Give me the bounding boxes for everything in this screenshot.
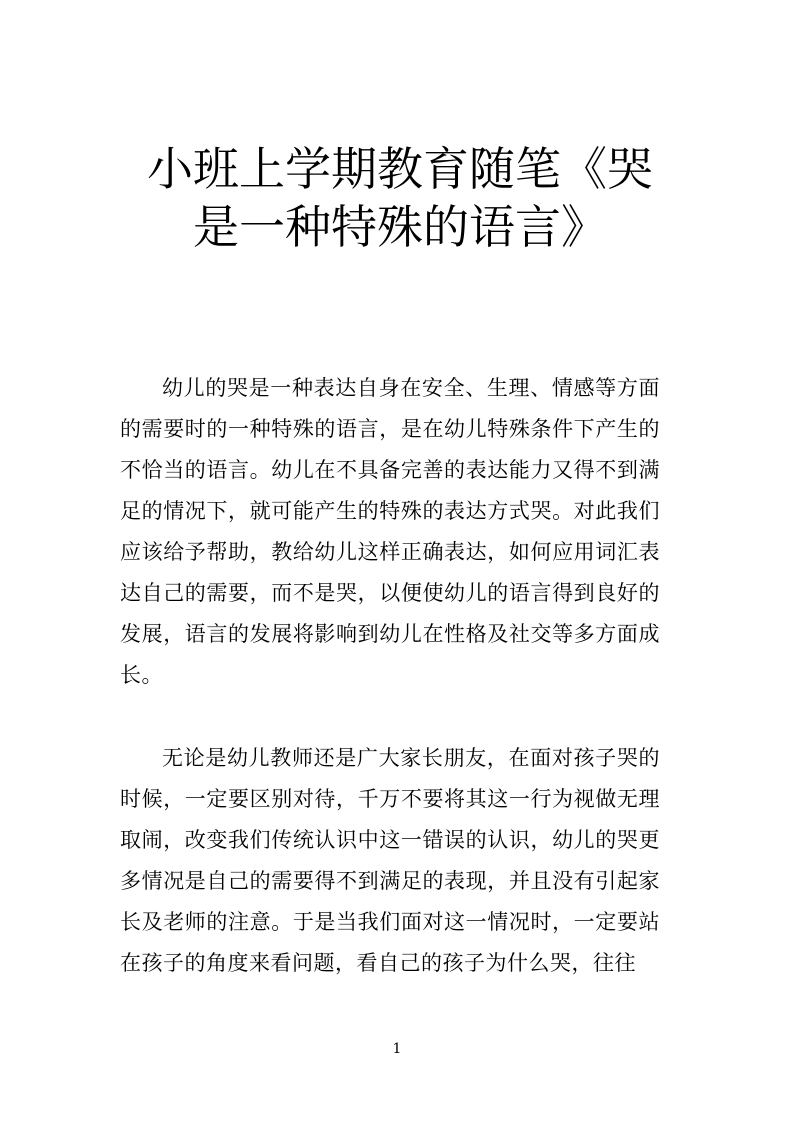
title-line-2: 是一种特殊的语言》: [193, 200, 607, 254]
document-title: [100, 140, 700, 256]
page-number: 1: [392, 1041, 402, 1057]
paragraph-1: 幼儿的哭是一种表达自身在安全、生理、情感等方面的需要时的一种特殊的语言，是在幼儿特殊条件下产生的不恰当的语言。幼儿在不具备完善的表达能力又得不到满足的情况下，就可能产生的特殊的表达方式哭。对此我们应该给予帮助，教给幼儿这样正确表达，如何应用词汇表达自己的需要，而不是哭，以便使幼儿的语言得到良好的发展，语言的发展将影响到幼儿在性格及社交等多方面成长。: [120, 376, 660, 687]
title-line-1: 小班上学期教育随笔《哭: [147, 142, 653, 196]
paragraph-2: 无论是幼儿教师还是广大家长朋友，在面对孩子哭的时候，一定要区别对待，千万不要将其这一行为视做无理取闹，改变我们传统认识中这一错误的认识，幼儿的哭更多情况是自己的需要得不到满足的表现，并且没有引起家长及老师的注意。于是当我们面对这一情况时，一定要站在孩子的角度来看问题，看自己的孩子为什么哭，往往: [120, 746, 660, 975]
